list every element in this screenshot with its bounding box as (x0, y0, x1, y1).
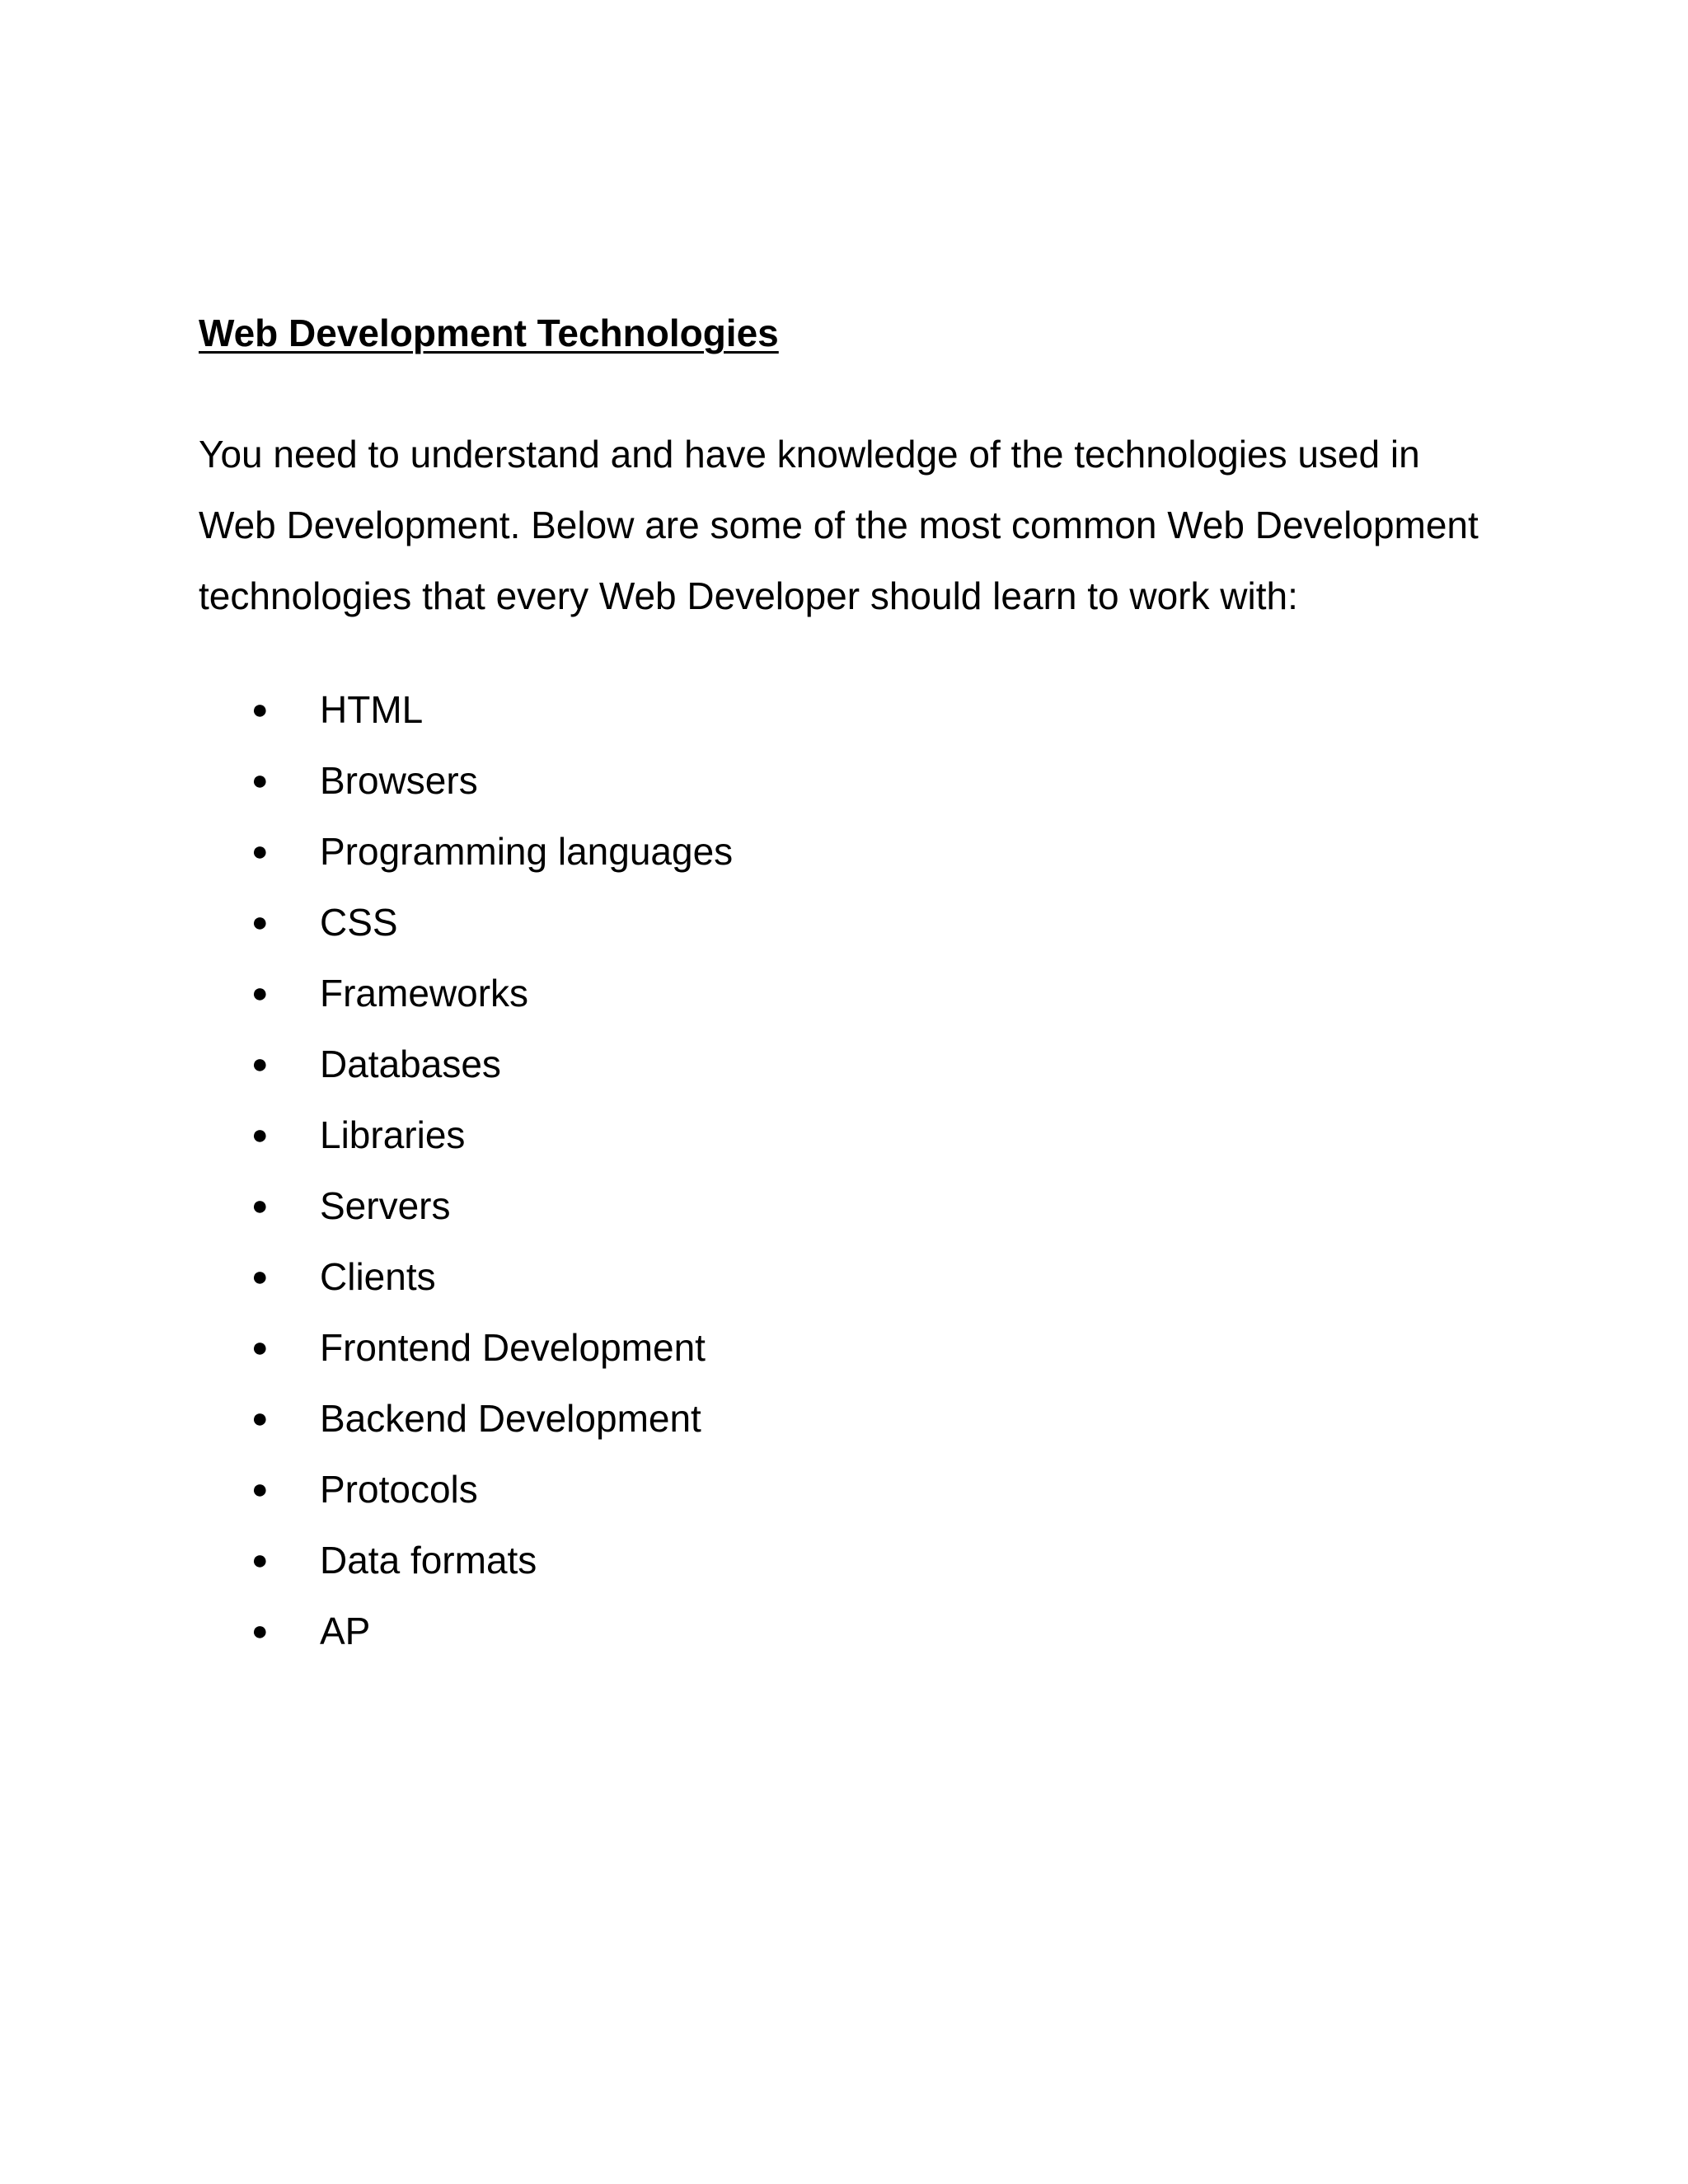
list-item-label: Databases (320, 1043, 501, 1085)
list-item (199, 958, 1493, 1029)
bullet-icon: ● (251, 694, 269, 725)
list-item (199, 1099, 1493, 1170)
list-item-label: Frontend Development (320, 1326, 706, 1369)
bullet-icon: ● (251, 1615, 269, 1647)
list-item-label: HTML (320, 688, 424, 731)
list-item-label: Servers (320, 1184, 451, 1227)
list-item (199, 887, 1493, 958)
list-item (199, 674, 1493, 745)
list-item (199, 816, 1493, 887)
page-title: Web Development Technologies (199, 312, 779, 354)
list-item-label: Frameworks (320, 972, 529, 1015)
list-item (199, 745, 1493, 816)
list-item-label: Protocols (320, 1468, 478, 1511)
list-item-label: Data formats (320, 1539, 537, 1582)
bullet-icon: ● (251, 1332, 269, 1363)
bullet-icon: ● (251, 1190, 269, 1221)
list-item-label: Browsers (320, 759, 478, 802)
bullet-icon: ● (251, 1261, 269, 1292)
bullet-icon: ● (251, 977, 269, 1009)
list-item-label: AP (320, 1610, 371, 1652)
technology-list (199, 674, 1493, 1666)
list-item-label: Clients (320, 1255, 436, 1298)
list-item (199, 1029, 1493, 1099)
bullet-icon: ● (251, 1048, 269, 1080)
list-item (199, 1525, 1493, 1596)
list-item (199, 1383, 1493, 1454)
bullet-icon: ● (251, 907, 269, 938)
list-item-label: Backend Development (320, 1397, 701, 1440)
intro-paragraph: You need to understand and have knowledge of the technologies used in Web Development. Below are some of the most common Web Development technologies that every Web Developer should learn to work with: (199, 433, 1479, 617)
bullet-icon: ● (251, 1119, 269, 1151)
bullet-icon: ● (251, 836, 269, 867)
list-item-label: Programming languages (320, 830, 734, 873)
bullet-icon: ● (251, 1474, 269, 1505)
list-item (199, 1170, 1493, 1241)
list-item (199, 1241, 1493, 1312)
list-item-label: CSS (320, 901, 398, 944)
bullet-icon: ● (251, 1544, 269, 1576)
bullet-icon: ● (251, 765, 269, 796)
list-item (199, 1312, 1493, 1383)
document-content (199, 307, 1493, 1666)
list-item (199, 1454, 1493, 1525)
list-item (199, 1596, 1493, 1666)
list-item-label: Libraries (320, 1113, 466, 1156)
bullet-icon: ● (251, 1403, 269, 1434)
